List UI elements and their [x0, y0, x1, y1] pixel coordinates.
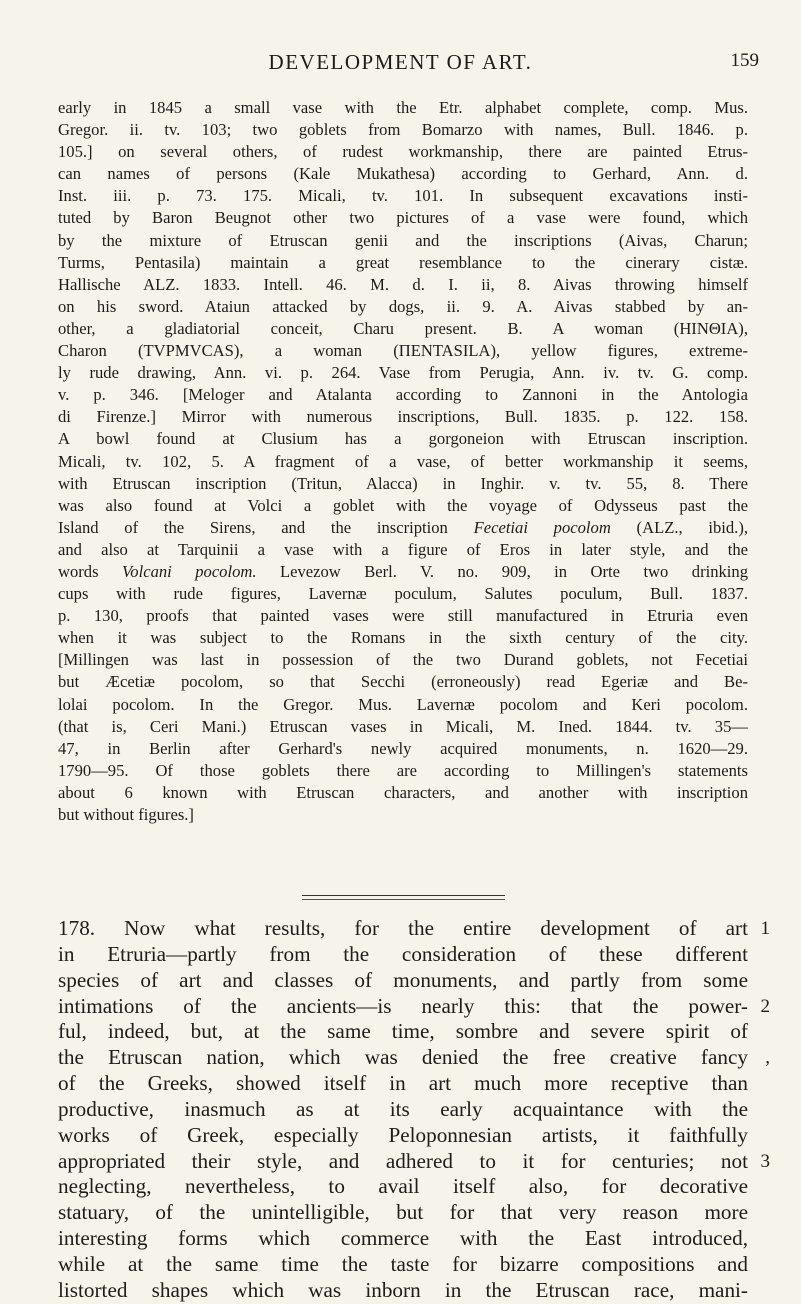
text-line	[58, 1200, 748, 1226]
note-line: 1790—95. Of those goblets there are according to Millingen's statements	[58, 760, 748, 780]
text-line-content: of the Greeks, showed itself in art much more receptive than	[58, 1071, 748, 1096]
text-line	[58, 1252, 748, 1278]
note-line: on his sword. Ataiun attacked by dogs, ii. 9. A. Aivas stabbed by an-	[58, 296, 748, 316]
text-line-content: in Etruria—partly from the consideration of these different	[58, 941, 748, 966]
text-line	[58, 1226, 748, 1252]
note-line: words Volcani pocolom. Levezow Berl. V. no. 909, in Orte two drinking	[58, 561, 749, 581]
note-line: di Firenze.] Mirror with numerous inscriptions, Bull. 1835. p. 122. 158.	[58, 407, 748, 427]
margin-number: 3	[760, 1150, 770, 1172]
text-line	[58, 1097, 748, 1123]
text-line-content: neglecting, nevertheless, to avail itself also, for decorative	[58, 1174, 748, 1199]
note-line: lolai pocolom. In the Gregor. Mus. Lavernæ pocolom and Keri pocolom.	[58, 694, 748, 714]
running-title: DEVELOPMENT OF ART.	[268, 50, 533, 74]
note-line: other, a gladiatorial conceit, Charu present. B. A woman (HINΘIA),	[58, 318, 748, 338]
margin-number: 1	[760, 918, 770, 939]
text-line-content: ful, indeed, but, at the same time, sombre and severe spirit of	[58, 1019, 748, 1044]
text-line-content: species of art and classes of monuments, and partly from some	[58, 967, 748, 992]
section-divider-thin	[302, 899, 505, 900]
note-line: when it was subject to the Romans in the sixth century of the city.	[58, 628, 748, 648]
text-line	[58, 1148, 770, 1175]
main-text	[58, 916, 770, 1304]
note-line: tuted by Baron Beugnot other two pictures of a vase were found, which	[58, 208, 748, 228]
note-line: by the mixture of Etruscan genii and the inscriptions (Aivas, Charun;	[58, 230, 748, 250]
text-line-content: interesting forms which commerce with the East introduced,	[58, 1226, 748, 1251]
text-line-content: the Etruscan nation, which was denied the free creative fancy	[58, 1045, 748, 1070]
section-divider	[302, 895, 505, 896]
note-line: was also found at Volci a goblet with the voyage of Odysseus past the	[58, 495, 748, 515]
text-line	[58, 1045, 770, 1071]
note-line: 105.] on several others, of rudest workmanship, there are painted Etrus-	[58, 142, 748, 162]
text-line-content: works of Greek, especially Peloponnesian artists, it faithfully	[58, 1122, 748, 1147]
text-line	[58, 993, 770, 1020]
footnote-block	[58, 97, 748, 826]
text-line	[58, 916, 770, 942]
note-line: Hallische ALZ. 1833. Intell. 46. M. d. I. ii, 8. Aivas throwing himself	[58, 274, 748, 294]
note-line: can names of persons (Kale Mukathesa) according to Gerhard, Ann. d.	[58, 164, 748, 184]
text-line-content: appropriated their style, and adhered to it for centuries; not	[58, 1148, 748, 1173]
note-line: Island of the Sirens, and the inscription Fecetiai pocolom (ALZ., ibid.),	[58, 517, 748, 537]
text-line	[58, 1071, 748, 1097]
page-number: 159	[730, 50, 759, 71]
note-line: but without figures.]	[58, 805, 194, 824]
note-line: (that is, Ceri Mani.) Etruscan vases in Micali, M. Ined. 1844. tv. 35—	[58, 716, 748, 736]
text-line-content: listorted shapes which was inborn in the Etruscan race, mani-	[58, 1277, 748, 1302]
margin-number: ,	[765, 1047, 770, 1069]
note-line: but Æcetiæ pocolom, so that Secchi (erroneously) read Egeriæ and Be-	[58, 672, 748, 692]
running-header	[56, 50, 759, 80]
text-line-content: 178. Now what results, for the entire development of art	[58, 916, 748, 940]
note-line: v. p. 346. [Meloger and Atalanta according to Zannoni in the Antologia	[58, 385, 748, 405]
text-line	[58, 942, 748, 968]
note-line: about 6 known with Etruscan characters, and another with inscription	[58, 782, 748, 802]
note-line: Micali, tv. 102, 5. A fragment of a vase, of better workmanship it seems,	[58, 451, 748, 471]
note-line: [Millingen was last in possession of the two Durand goblets, not Fecetiai	[58, 650, 748, 670]
text-line	[58, 968, 748, 994]
text-line-content: intimations of the ancients—is nearly this: that the power-	[58, 993, 748, 1018]
text-line	[58, 1174, 748, 1200]
text-line-content: statuary, of the unintelligible, but for that very reason more	[58, 1200, 748, 1225]
note-line: Turms, Pentasila) maintain a great resemblance to the cinerary cistæ.	[58, 252, 748, 272]
note-line: early in 1845 a small vase with the Etr. alphabet complete, comp. Mus.	[58, 98, 748, 117]
text-line-content: productive, inasmuch as at its early acquaintance with the	[58, 1096, 748, 1121]
margin-number: 2	[760, 995, 770, 1017]
note-line: ly rude drawing, Ann. vi. p. 264. Vase from Perugia, Ann. iv. tv. G. comp.	[58, 363, 748, 383]
note-line: p. 130, proofs that painted vases were still manufactured in Etruria even	[58, 606, 748, 626]
text-line	[58, 1019, 748, 1045]
note-line: Gregor. ii. tv. 103; two goblets from Bomarzo with names, Bull. 1846. p.	[58, 120, 748, 140]
note-line: A bowl found at Clusium has a gorgoneion with Etruscan inscription.	[58, 429, 748, 449]
note-line: Inst. iii. p. 73. 175. Micali, tv. 101. In subsequent excavations insti-	[58, 186, 748, 206]
note-line: and also at Tarquinii a vase with a figure of Eros in later style, and the	[58, 539, 748, 559]
note-line: 47, in Berlin after Gerhard's newly acquired monuments, n. 1620—29.	[58, 738, 748, 758]
text-line	[58, 1278, 748, 1304]
note-line: Charon (TVPMVCAS), a woman (ΠENTASILA), yellow figures, extreme-	[58, 341, 748, 361]
note-line: cups with rude figures, Lavernæ poculum, Salutes poculum, Bull. 1837.	[58, 584, 748, 604]
note-line: with Etruscan inscription (Tritun, Alacca) in Inghir. v. tv. 55, 8. There	[58, 473, 748, 493]
text-line	[58, 1123, 748, 1149]
text-line-content: while at the same time the taste for bizarre compositions and	[58, 1251, 748, 1276]
